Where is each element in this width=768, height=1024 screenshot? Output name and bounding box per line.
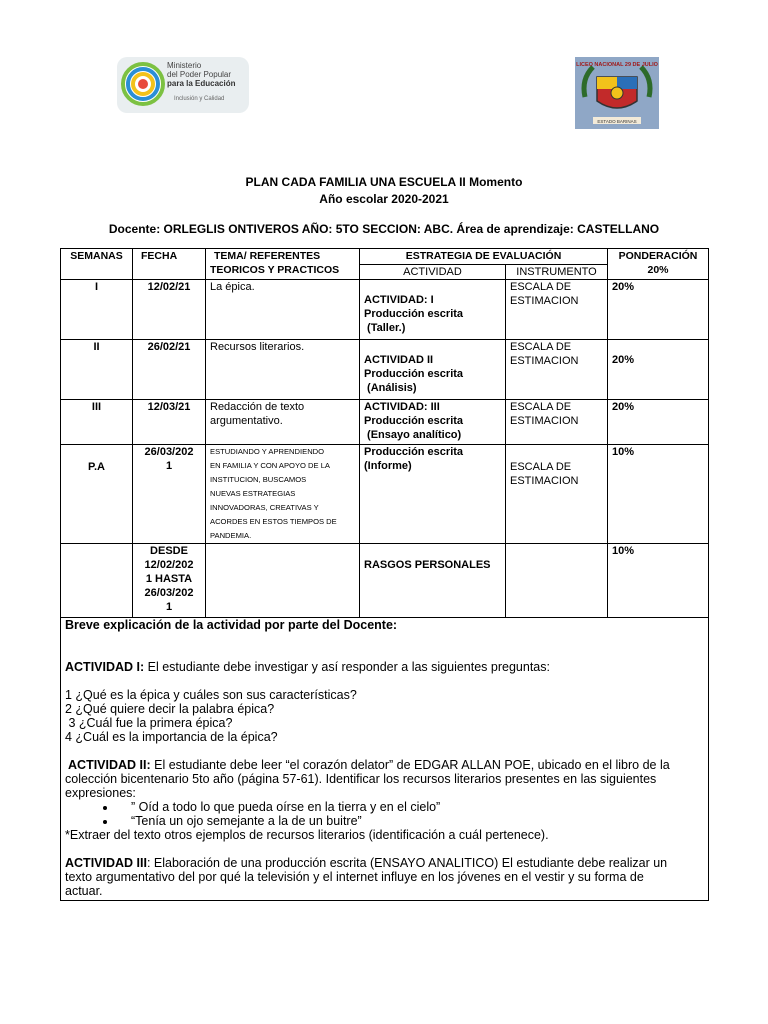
row3-tema-line2: argumentativo.	[210, 415, 283, 427]
extraer-instruction: *Extraer del texto otros ejemplos de recursos literarios (identificación a cuál pertenece).	[65, 828, 549, 842]
row3-ponderacion: 20%	[608, 400, 709, 445]
row4-tema-line: NUEVAS ESTRATEGIAS	[210, 489, 296, 498]
actividad-3-line2: texto argumentativo del por qué la televisión y el internet influye en los jóvenes en el vestir y su forma de	[65, 870, 644, 884]
row4-fecha-line1: 26/03/202	[144, 446, 194, 458]
table-row	[61, 445, 709, 544]
row5-tema	[206, 544, 360, 618]
row4-instr-line1: ESCALA DE	[510, 461, 572, 473]
explanation-row	[61, 618, 709, 901]
header-tema-line2: TEORICOS Y PRACTICOS	[210, 264, 340, 276]
row2-actividad	[360, 340, 506, 400]
row3-tema-line1: Redacción de texto	[210, 401, 305, 413]
actividad-2-paragraph	[65, 758, 704, 772]
actividad-1-label: ACTIVIDAD I:	[65, 660, 145, 674]
row3-act-line3: (Ensayo analítico)	[364, 429, 462, 441]
header-instrumento: INSTRUMENTO	[506, 265, 608, 280]
row5-actividad: RASGOS PERSONALES	[360, 544, 506, 618]
row2-ponderacion: 20%	[608, 340, 709, 400]
row4-tema	[206, 445, 360, 544]
row4-tema-line: INNOVADORAS, CREATIVAS Y	[210, 503, 319, 512]
row5-fecha-line: 12/02/202	[144, 559, 194, 571]
row4-actividad	[360, 445, 506, 544]
row4-ponderacion: 10%	[608, 445, 709, 544]
row3-act-line2: Producción escrita	[364, 415, 464, 427]
row1-tema: La épica.	[206, 280, 360, 340]
row4-tema-line: PANDEMIA.	[210, 531, 252, 540]
row5-fecha-line: 1 HASTA	[145, 573, 193, 585]
actividad-1-paragraph	[65, 660, 704, 674]
plan-title: PLAN CADA FAMILIA UNA ESCUELA II Momento	[245, 175, 523, 189]
row2-instrumento	[506, 340, 608, 400]
table-row	[61, 280, 709, 340]
ministerio-educacion-logo	[117, 57, 249, 113]
row1-act-line1: ACTIVIDAD: I	[364, 294, 434, 306]
row2-act-line2: Producción escrita	[364, 368, 464, 380]
row3-semana: III	[61, 400, 133, 445]
row1-fecha: 12/02/21	[133, 280, 206, 340]
row5-semana	[61, 544, 133, 618]
header-fecha: FECHA	[133, 249, 206, 280]
row4-instr-line2: ESTIMACION	[510, 475, 579, 487]
row4-instrumento	[506, 445, 608, 544]
row4-act-line2: (Informe)	[364, 460, 412, 472]
row4-act-line1: Producción escrita	[364, 446, 464, 458]
seal-banner-text: ESTADO BARINAS	[597, 119, 637, 124]
logo-text-line1: Ministerio	[167, 61, 202, 70]
row3-instr-line2: ESTIMACION	[510, 415, 579, 427]
row5-fecha-line: 26/03/202	[144, 587, 194, 599]
row4-tema-line: INSTITUCION, BUSCAMOS	[210, 475, 307, 484]
row5-fecha-line: 1	[165, 601, 173, 613]
actividad-3-line1: : Elaboración de una producción escrita (ENSAYO ANALITICO) El estudiante debe realizar un	[146, 856, 668, 870]
actividad-3-line3: actuar.	[65, 884, 103, 898]
row4-fecha-line2: 1	[165, 460, 173, 472]
actividad-1-text: El estudiante debe investigar y así responder a las siguientes preguntas:	[144, 660, 550, 674]
question-2: 2 ¿Qué quiere decir la palabra épica?	[65, 702, 275, 716]
row1-ponderacion: 20%	[608, 280, 709, 340]
row1-semana: I	[61, 280, 133, 340]
row2-instr-line2: ESTIMACION	[510, 355, 579, 367]
row3-actividad	[360, 400, 506, 445]
row5-instrumento	[506, 544, 608, 618]
header-ponderacion	[608, 249, 709, 280]
school-seal-logo	[575, 57, 659, 129]
seal-arc-text: LICEO NACIONAL 29 DE JULIO	[576, 62, 658, 68]
row1-act-line2: Producción escrita	[364, 308, 464, 320]
school-year: Año escolar 2020-2021	[319, 192, 449, 206]
list-item: • ” Oíd a todo lo que pueda oírse en la tierra y en el cielo”	[117, 800, 704, 814]
row5-fecha	[133, 544, 206, 618]
row4-tema-line: EN FAMILIA Y CON APOYO DE LA	[210, 461, 330, 470]
row1-instrumento	[506, 280, 608, 340]
row2-instr-line1: ESCALA DE	[510, 341, 572, 353]
row3-act-line1: ACTIVIDAD: III	[364, 401, 440, 413]
row1-instr-line1: ESCALA DE	[510, 281, 572, 293]
row4-semana: P.A	[61, 445, 133, 544]
actividad-2-label: ACTIVIDAD II:	[65, 758, 151, 772]
row3-instrumento	[506, 400, 608, 445]
row2-act-line1: ACTIVIDAD II	[364, 354, 434, 366]
actividad-2-line1: El estudiante debe leer “el corazón delator” de EDGAR ALLAN POE, ubicado en el libro de la	[150, 758, 670, 772]
row4-tema-line: ACORDES EN ESTOS TIEMPOS DE	[210, 517, 337, 526]
actividad-3-paragraph	[65, 856, 704, 870]
question-4: 4 ¿Cuál es la importancia de la épica?	[65, 730, 278, 744]
header-tema	[206, 249, 360, 280]
row3-tema	[206, 400, 360, 445]
row1-act-line3: (Taller.)	[364, 322, 406, 334]
row5-fecha-line: DESDE	[150, 545, 188, 557]
evaluation-plan-table	[60, 248, 709, 901]
explanation-title: Breve explicación de la actividad por parte del Docente:	[65, 618, 398, 632]
actividad-3-label: ACTIVIDAD III	[65, 856, 147, 870]
row3-fecha: 12/03/21	[133, 400, 206, 445]
header-estrategia: ESTRATEGIA DE EVALUACIÓN	[360, 249, 608, 265]
row1-actividad	[360, 280, 506, 340]
list-item: • “Tenía un ojo semejante a la de un buitre”	[117, 814, 704, 828]
row2-tema: Recursos literarios.	[206, 340, 360, 400]
header-tema-line1: TEMA/ REFERENTES	[214, 250, 321, 262]
question-1: 1 ¿Qué es la épica y cuáles son sus características?	[65, 688, 357, 702]
expressions-list	[65, 800, 704, 828]
actividad-2-line2: colección bicentenario 5to año (página 57-61). Identificar los recursos literarios presentes en las siguientes	[65, 772, 657, 786]
row4-fecha	[133, 445, 206, 544]
logo-text-line3: para la Educación	[167, 79, 236, 88]
row4-tema-line: ESTUDIANDO Y APRENDIENDO	[210, 447, 325, 456]
row3-instr-line1: ESCALA DE	[510, 401, 572, 413]
header-actividad: ACTIVIDAD	[360, 265, 506, 280]
header-ponderacion-line1: PONDERACIÓN	[618, 250, 698, 262]
docente-line: Docente: ORLEGLIS ONTIVEROS AÑO: 5TO SECCION: ABC. Área de aprendizaje: CASTELLANO	[108, 222, 660, 236]
row2-semana: II	[61, 340, 133, 400]
question-3: 3 ¿Cuál fue la primera épica?	[65, 716, 233, 730]
row2-fecha: 26/02/21	[133, 340, 206, 400]
header-semanas: SEMANAS	[61, 249, 133, 280]
logo-tagline: Inclusión y Calidad	[174, 96, 225, 102]
header-ponderacion-line2: 20%	[647, 264, 669, 276]
row5-ponderacion: 10%	[608, 544, 709, 618]
row2-act-line3: (Análisis)	[364, 382, 417, 394]
table-row	[61, 400, 709, 445]
actividad-2-line3: expresiones:	[65, 786, 136, 800]
explanation-cell	[61, 618, 709, 901]
row1-instr-line2: ESTIMACION	[510, 295, 579, 307]
table-row	[61, 340, 709, 400]
table-row	[61, 544, 709, 618]
logo-text-line2: del Poder Popular	[167, 70, 232, 79]
